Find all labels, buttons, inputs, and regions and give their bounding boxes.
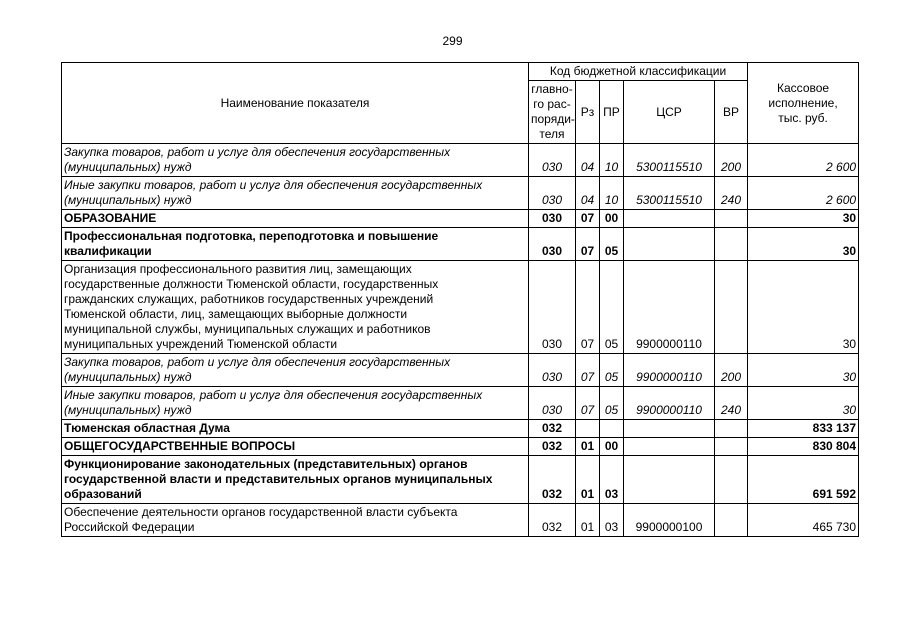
row-name-line: Профессиональная подготовка, переподготовка и повышение [64,229,439,243]
row-vr: 200 [715,144,748,177]
row-pr: 05 [600,387,624,420]
row-csr [624,420,715,438]
header-rz: Рз [576,81,600,144]
row-name-line: Иные закупки товаров, работ и услуг для обеспечения государственных [64,388,483,402]
row-amount: 30 [748,387,859,420]
table-row [62,210,859,228]
row-vr [715,438,748,456]
row-amount: 830 804 [748,438,859,456]
row-csr: 9900000110 [624,354,715,387]
row-pr: 05 [600,261,624,354]
row-name [62,456,529,504]
table-row [62,387,859,420]
header-pr: ПР [600,81,624,144]
row-amount: 2 600 [748,144,859,177]
row-rz: 04 [576,144,600,177]
budget-table [61,62,859,537]
row-vr: 240 [715,177,748,210]
row-name-line: муниципальных учреждений Тюменской области [64,337,338,351]
row-name [62,177,529,210]
row-name-line: (муниципальных) нужд [64,160,192,174]
header-kass-line: исполнение, [768,95,838,110]
row-name-line: муниципальной службы, муниципальных служащих и работников [64,322,431,336]
row-name [62,354,529,387]
row-glavn: 032 [529,456,576,504]
row-amount: 30 [748,228,859,261]
row-csr: 9900000110 [624,387,715,420]
row-name-line: Обеспечение деятельности органов государственной власти субъекта [64,505,458,519]
header-kass-line: тыс. руб. [778,110,828,125]
row-pr: 03 [600,504,624,537]
row-csr [624,456,715,504]
row-amount: 833 137 [748,420,859,438]
row-vr [715,420,748,438]
row-amount: 30 [748,261,859,354]
row-glavn: 030 [529,210,576,228]
row-name [62,504,529,537]
row-name [62,228,529,261]
row-rz: 04 [576,177,600,210]
row-vr [715,228,748,261]
row-name-line: (муниципальных) нужд [64,370,192,384]
page-number: 299 [442,34,463,48]
table-row [62,420,859,438]
row-pr: 03 [600,456,624,504]
table-body [62,144,859,537]
header-glavn [529,81,576,144]
row-rz: 07 [576,261,600,354]
row-name-line: гражданских служащих, работников государственных учреждений [64,292,434,306]
table-row [62,354,859,387]
table-row [62,144,859,177]
row-glavn: 032 [529,420,576,438]
header-glavn-line: го рас- [533,97,571,111]
row-vr [715,261,748,354]
row-amount: 465 730 [748,504,859,537]
table-row [62,177,859,210]
row-csr: 5300115510 [624,177,715,210]
row-rz: 07 [576,210,600,228]
row-rz: 07 [576,354,600,387]
row-pr: 00 [600,438,624,456]
row-pr: 05 [600,228,624,261]
table-row [62,504,859,537]
row-glavn: 030 [529,387,576,420]
header-csr: ЦСР [624,81,715,144]
header-code-group: Код бюджетной классификации [529,63,748,81]
row-name-line: Организация профессионального развития лиц, замещающих [64,262,412,276]
row-name-line: (муниципальных) нужд [64,403,192,417]
row-vr [715,210,748,228]
row-name-line: (муниципальных) нужд [64,193,192,207]
row-rz [576,420,600,438]
header-vr: ВР [715,81,748,144]
row-name-line: государственной власти и представительных органов муниципальных [64,472,493,486]
row-glavn: 030 [529,354,576,387]
row-amount: 2 600 [748,177,859,210]
row-amount: 691 592 [748,456,859,504]
row-csr: 9900000110 [624,261,715,354]
row-name [62,144,529,177]
row-rz: 01 [576,438,600,456]
row-name-line: государственные должности Тюменской области, государственных [64,277,439,291]
table-row [62,261,859,354]
row-csr [624,438,715,456]
row-vr: 200 [715,354,748,387]
header-kass-line: Кассовое [777,80,830,95]
row-glavn: 030 [529,261,576,354]
header-name: Наименование показателя [62,63,529,144]
row-vr [715,456,748,504]
table-row [62,456,859,504]
row-name-line: Закупка товаров, работ и услуг для обеспечения государственных [64,355,451,369]
row-pr: 10 [600,177,624,210]
row-name-line: ОБЩЕГОСУДАРСТВЕННЫЕ ВОПРОСЫ [64,439,296,453]
row-vr: 240 [715,387,748,420]
row-rz: 07 [576,387,600,420]
row-csr [624,210,715,228]
row-glavn: 032 [529,438,576,456]
row-name-line: образований [64,487,142,501]
row-name-line: квалификации [64,244,152,258]
row-name [62,438,529,456]
row-pr: 05 [600,354,624,387]
table-row [62,438,859,456]
header-glavn-line: теля [539,127,565,141]
row-pr: 10 [600,144,624,177]
header-glavn-line: поряди- [531,112,575,126]
row-name-line: Тюменская областная Дума [64,421,230,435]
row-name [62,210,529,228]
header-kass [748,63,859,144]
row-amount: 30 [748,354,859,387]
header-glavn-line: главно- [531,82,573,96]
row-csr: 9900000100 [624,504,715,537]
row-name [62,420,529,438]
row-rz: 01 [576,456,600,504]
row-name [62,387,529,420]
row-glavn: 030 [529,144,576,177]
row-name-line: Тюменской области, лиц, замещающих выборные должности [64,307,408,321]
row-rz: 07 [576,228,600,261]
row-name-line: ОБРАЗОВАНИЕ [64,211,157,225]
row-csr [624,228,715,261]
row-name-line: Иные закупки товаров, работ и услуг для обеспечения государственных [64,178,483,192]
table-header [62,63,859,144]
row-amount: 30 [748,210,859,228]
row-glavn: 030 [529,177,576,210]
row-name-line: Функционирование законодательных (представительных) органов [64,457,468,471]
row-name-line: Российской Федерации [64,520,195,534]
row-csr: 5300115510 [624,144,715,177]
row-glavn: 032 [529,504,576,537]
row-name [62,261,529,354]
row-glavn: 030 [529,228,576,261]
row-rz: 01 [576,504,600,537]
row-pr: 00 [600,210,624,228]
table-row [62,228,859,261]
row-vr [715,504,748,537]
row-name-line: Закупка товаров, работ и услуг для обеспечения государственных [64,145,451,159]
row-pr [600,420,624,438]
